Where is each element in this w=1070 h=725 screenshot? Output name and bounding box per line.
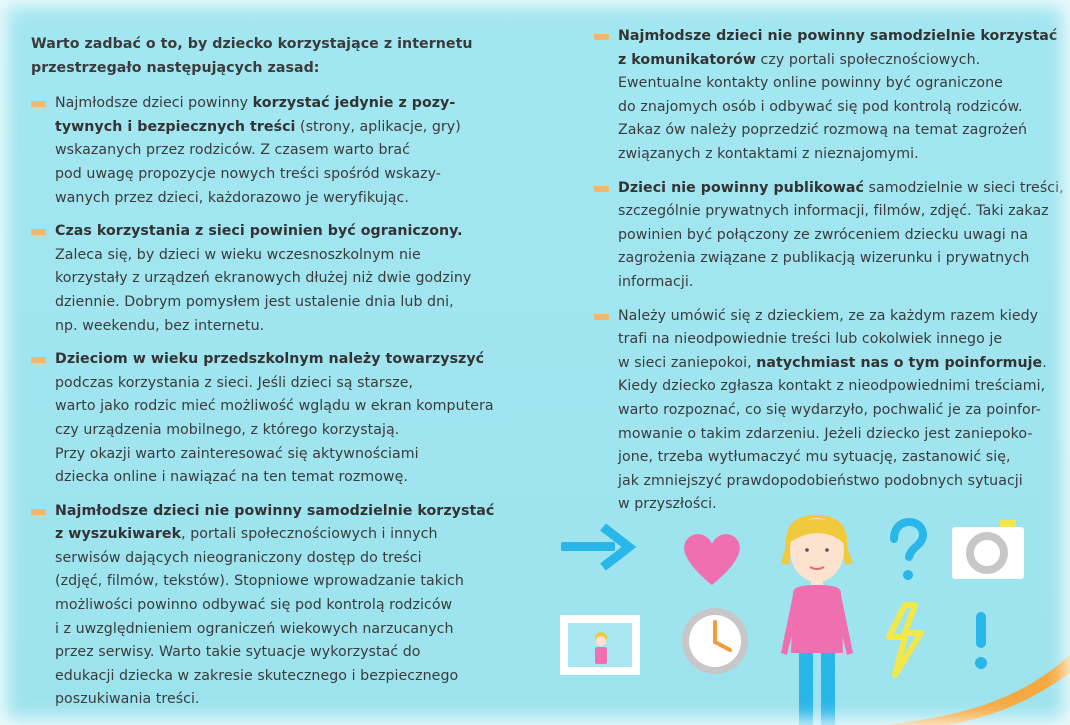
exclamation-icon	[975, 612, 987, 669]
rule-text-segment: jone, trzeba wytłumaczyć mu sytuację, zastanowić się,	[618, 449, 1011, 466]
arrow-right-icon	[561, 527, 629, 567]
heart-icon	[684, 534, 740, 585]
rule-item	[31, 220, 501, 338]
rule-text-bold: Czas korzystania z sieci powinien być ograniczony.	[55, 223, 463, 240]
rule-text-segment: czy urządzenia mobilnego, z którego korzystają.	[55, 421, 400, 438]
rule-item	[594, 25, 1064, 167]
rule-item	[594, 305, 1064, 517]
rule-text-segment: Kiedy dziecko zgłasza kontakt z nieodpowiednimi treściami,	[618, 378, 1046, 395]
rule-text-segment: mowanie o takim zdarzeniu. Jeżeli dziecko jest zaniepoko-	[618, 425, 1033, 442]
rule-text-bold: z komunikatorów	[618, 51, 756, 68]
rule-text-segment: informacji.	[618, 273, 694, 290]
rule-text	[55, 500, 501, 712]
rule-text-bold: Dzieciom w wieku przedszkolnym należy towarzyszyć	[55, 351, 485, 368]
rule-text-segment: zagrożenia związane z publikacją wizerunku i prywatnych	[618, 250, 1030, 267]
illustration	[555, 505, 1070, 725]
rule-text-segment: wanych przez dzieci, każdorazowo je weryfikując.	[55, 189, 409, 206]
rule-text-segment: Zakaz ów należy poprzedzić rozmową na temat zagrożeń	[618, 122, 1028, 139]
rule-text-bold: Najmłodsze dzieci nie powinny samodzielnie korzystać	[55, 502, 495, 519]
rule-item	[594, 177, 1064, 295]
rule-text-bold: tywnych i bezpiecznych treści	[55, 118, 296, 135]
rule-text-segment: (zdjęć, filmów, tekstów). Stopniowe wprowadzanie takich	[55, 573, 464, 590]
rule-text-segment: powinien być połączony ze zwróceniem dziecku uwagi na	[618, 226, 1029, 243]
rule-text-segment: .	[1042, 354, 1047, 371]
rule-text-segment: (strony, aplikacje, gry)	[295, 118, 461, 135]
intro-line: przestrzegało następujących zasad:	[31, 59, 320, 76]
rule-text-segment: trafi na nieodpowiednie treści lub cokolwiek innego je	[618, 331, 1003, 348]
rule-text	[618, 25, 1064, 167]
rule-text-bold: Dzieci nie powinny publikować	[618, 179, 864, 196]
rule-text-segment: i z uwzględnieniem ograniczeń wiekowych narzucanych	[55, 620, 454, 637]
rule-text	[55, 220, 501, 338]
rule-text-segment: , portali społecznościowych i innych	[181, 526, 438, 543]
rule-text-segment: podczas korzystania z sieci. Jeśli dzieci są starsze,	[55, 374, 414, 391]
rule-text	[618, 305, 1064, 517]
rule-text-segment: dziecka online i nawiązać na ten temat rozmowę.	[55, 469, 408, 486]
bullet-icon	[31, 229, 46, 235]
lightning-icon	[889, 605, 921, 675]
rule-text-segment: do znajomych osób i odbywać się pod kontrolą rodziców.	[618, 98, 1023, 115]
rule-text-segment: Najmłodsze dzieci powinny	[55, 95, 253, 112]
question-mark-icon	[894, 522, 923, 580]
rule-text	[55, 348, 501, 490]
rule-text-segment: przez serwisy. Warto takie sytuacje wykorzystać do	[55, 644, 421, 661]
rule-text-segment: szczególnie prywatnych informacji, filmów, zdjęć. Taki zakaz	[618, 203, 1049, 220]
rule-text-segment: Przy okazji warto zainteresować się aktywnościami	[55, 445, 419, 462]
rule-text-segment: w sieci zaniepokoi,	[618, 354, 757, 371]
rule-text-segment: jak zmniejszyć prawdopodobieństwo podobnych sytuacji	[618, 472, 1023, 489]
bullet-icon	[594, 186, 609, 192]
rule-text-segment: Zaleca się, by dzieci w wieku wczesnoszkolnym nie	[55, 246, 421, 263]
rule-text-segment: związanych z kontaktami z nieznajomymi.	[618, 145, 919, 162]
left-column	[31, 33, 501, 722]
rule-text-segment: Ewentualne kontakty online powinny być ograniczone	[618, 75, 1003, 92]
bullet-icon	[31, 509, 46, 515]
rule-text	[55, 92, 501, 210]
rule-text	[618, 177, 1064, 295]
bullet-icon	[594, 314, 609, 320]
rule-item	[31, 92, 501, 210]
girl-figure	[781, 515, 853, 725]
bullet-icon	[594, 34, 609, 40]
rule-text-bold: korzystać jedynie z pozy-	[252, 95, 456, 112]
rule-text-bold: Najmłodsze dzieci nie powinny samodzielnie korzystać	[618, 28, 1058, 44]
rule-text-segment: np. weekendu, bez internetu.	[55, 317, 265, 334]
bullet-icon	[31, 357, 46, 363]
rule-item	[31, 500, 501, 712]
rule-text-segment: możliwości powinno odbywać się pod kontrolą rodziców	[55, 597, 453, 614]
rule-text-segment: pod uwagę propozycje nowych treści spośród wskazy-	[55, 165, 441, 182]
rule-text-segment: korzystały z urządzeń ekranowych dłużej niż dwie godziny	[55, 270, 472, 287]
rule-item	[31, 348, 501, 490]
rule-text-segment: wskazanych przez rodziców. Z czasem warto brać	[55, 142, 410, 159]
rule-text-segment: poszukiwania treści.	[55, 691, 200, 708]
intro-text	[31, 33, 501, 80]
camera-icon	[952, 520, 1024, 579]
bullet-icon	[31, 101, 46, 107]
rule-text-segment: samodzielnie w sieci treści,	[864, 179, 1064, 196]
intro-line: Warto zadbać o to, by dziecko korzystające z internetu	[31, 36, 473, 52]
rule-text-segment: dziennie. Dobrym pomysłem jest ustalenie dnia lub dni,	[55, 293, 454, 310]
right-column	[594, 25, 1064, 527]
rule-text-segment: Należy umówić się z dzieckiem, ze za każdym razem kiedy	[618, 307, 1039, 324]
rule-text-segment: edukacji dziecka w zakresie skutecznego i bezpiecznego	[55, 667, 459, 684]
clock-icon	[682, 608, 748, 674]
right-rules-list	[594, 25, 1064, 517]
rule-text-segment: serwisów dających nieograniczony dostęp do treści	[55, 549, 422, 566]
left-rules-list	[31, 92, 501, 712]
rule-text-segment: warto jako rodzic mieć możliwość wglądu w ekran komputera	[55, 398, 494, 415]
rule-text-segment: w przyszłości.	[618, 496, 717, 513]
picture-frame-icon	[560, 615, 640, 675]
rule-text-bold: z wyszukiwarek	[55, 526, 182, 543]
rule-text-segment: czy portali społecznościowych.	[755, 51, 981, 68]
rule-text-bold: natychmiast nas o tym poinformuje	[756, 354, 1043, 371]
rule-text-segment: warto rozpoznać, co się wydarzyło, pochwalić je za poinfor-	[618, 401, 1041, 418]
